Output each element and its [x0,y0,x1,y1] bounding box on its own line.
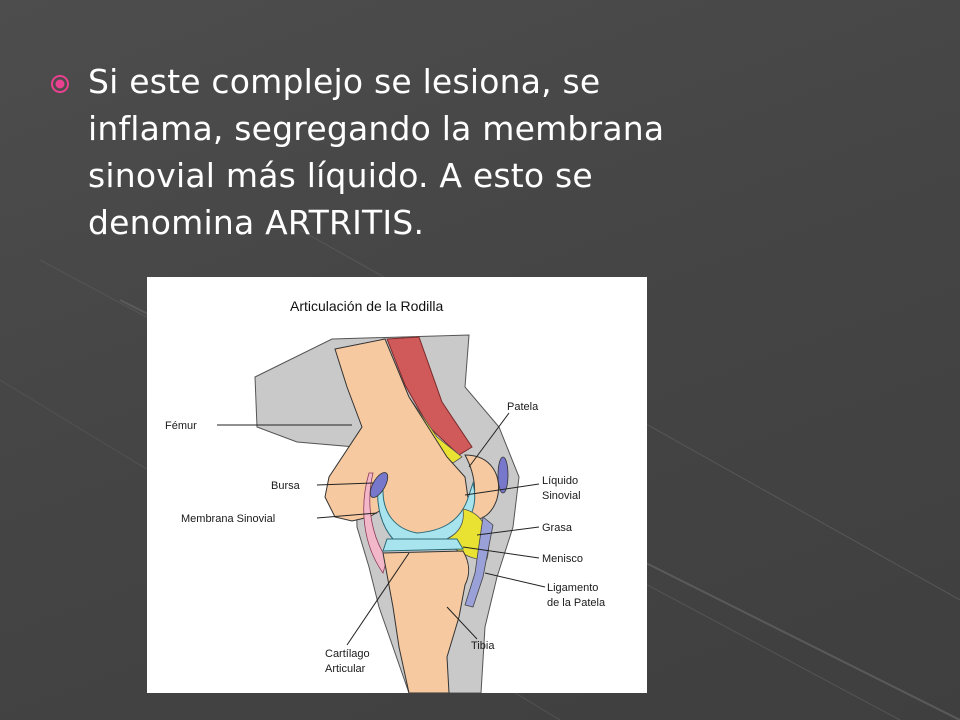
diagram-title: Articulación de la Rodilla [290,298,444,314]
bullet-text-line: sinovial más líquido. A esto se [88,156,593,195]
bullet-text-line: inflama, segregando la membrana [88,109,665,148]
bullet-text-line: denomina ARTRITIS. [88,203,425,242]
label-cartilago: Cartílago [325,648,370,660]
label-sinovial: Sinovial [542,490,581,502]
knee-diagram-svg [147,277,647,693]
knee-diagram [147,277,647,693]
label-patela: Patela [507,401,539,413]
label-ligamento: Ligamento [547,582,599,594]
label-bursa: Bursa [271,480,300,492]
bullet-text-line: Si este complejo se lesiona, se [88,62,601,101]
bursa-anterior [498,457,508,493]
label-liquido: Líquido [542,475,579,487]
label-tibia: Tibia [471,640,495,652]
label-grasa: Grasa [542,522,572,534]
label-membrana-sinovial: Membrana Sinovial [181,513,276,525]
label-de-la-patela: de la Patela [547,597,606,609]
label-menisco: Menisco [542,553,583,565]
circled-dot-icon [50,74,70,94]
bullet-text [88,58,910,246]
bullet-item [50,58,910,246]
meniscus [383,539,463,551]
label-femur: Fémur [165,420,197,432]
label-articular: Articular [325,663,366,675]
